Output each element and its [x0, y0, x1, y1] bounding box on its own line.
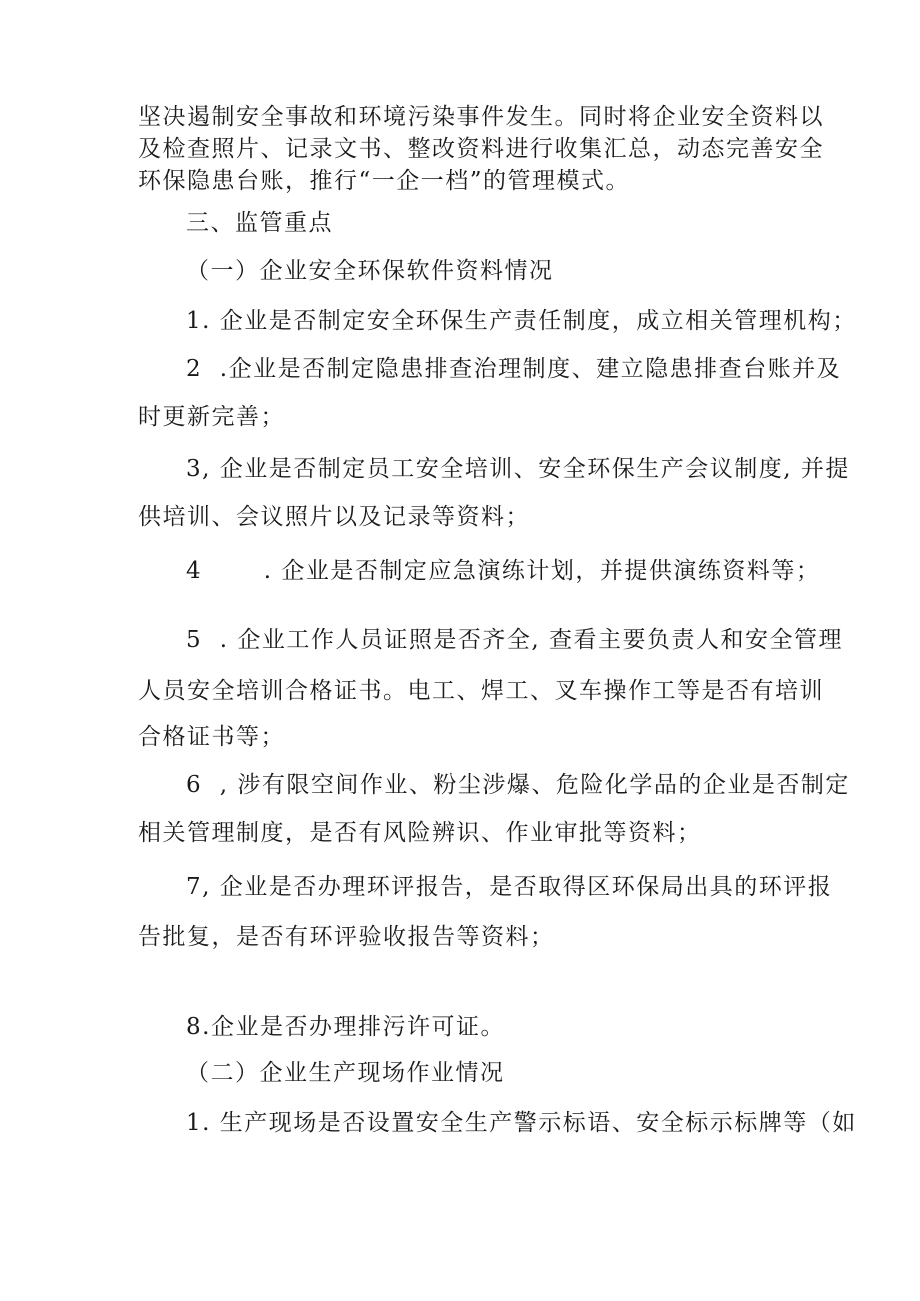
- list-item: 1. 企业是否制定安全环保生产责任制度，成立相关管理机构；: [186, 308, 857, 334]
- paragraph-line: 环保隐患台账，推行“一企一档”的管理模式。: [138, 168, 631, 194]
- list-item: 4 . 企业是否制定应急演练计划，并提供演练资料等；: [186, 558, 821, 584]
- list-item-continuation: 时更新完善；: [138, 404, 285, 430]
- section-heading: 三、监管重点: [186, 210, 333, 236]
- list-item-continuation: 相关管理制度，是否有风险辨识、作业审批等资料；: [138, 820, 702, 846]
- list-item-continuation: 合格证书等；: [138, 724, 285, 750]
- list-item-continuation: 人员安全培训合格证书。电工、焊工、叉车操作工等是否有培训: [138, 678, 824, 704]
- list-item: 8.企业是否办理排污许可证。: [186, 1014, 505, 1040]
- list-item-continuation: 告批复，是否有环评验收报告等资料；: [138, 924, 555, 950]
- subsection-heading: （二）企业生产现场作业情况: [186, 1060, 505, 1086]
- list-item: 2 .企业是否制定隐患排查治理制度、建立隐患排查台账并及: [186, 356, 842, 382]
- list-item: 5 . 企业工作人员证照是否齐全, 查看主要负责人和安全管理: [186, 627, 843, 653]
- paragraph-line: 坚决遏制安全事故和环境污染事件发生。同时将企业安全资料以: [138, 104, 824, 130]
- list-item: 1. 生产现场是否设置安全生产警示标语、安全标示标牌等（如: [186, 1110, 857, 1136]
- list-item: 3, 企业是否制定员工安全培训、安全环保生产会议制度, 并提: [186, 456, 850, 482]
- paragraph-line: 及检查照片、记录文书、整改资料进行收集汇总，动态完善安全: [138, 136, 824, 162]
- subsection-heading: （一）企业安全环保软件资料情况: [186, 258, 554, 284]
- list-item: 6 , 涉有限空间作业、粉尘涉爆、危险化学品的企业是否制定: [186, 772, 850, 798]
- list-item-continuation: 供培训、会议照片以及记录等资料；: [138, 504, 530, 530]
- list-item: 7, 企业是否办理环评报告，是否取得区环保局出具的环评报: [186, 874, 833, 900]
